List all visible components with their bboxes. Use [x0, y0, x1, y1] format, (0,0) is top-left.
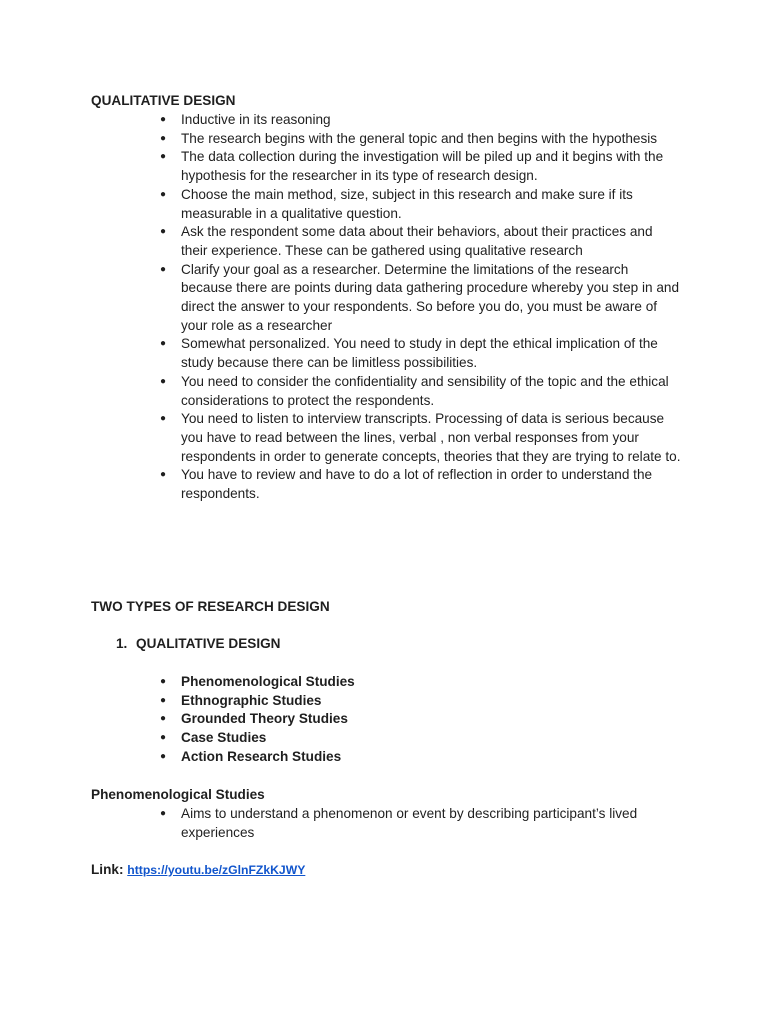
- phenomenological-studies-heading: Phenomenological Studies: [91, 787, 265, 802]
- bullet-icon: ●: [160, 263, 167, 275]
- list-item: ● Choose the main method, size, subject in this research and make sure if its measurable in a qualitative question.: [160, 186, 633, 221]
- bullet-icon: ●: [160, 338, 167, 350]
- list-item: ● Grounded Theory Studies: [181, 710, 681, 729]
- list-number: 1.: [116, 636, 128, 651]
- bullet-icon: ●: [160, 114, 167, 125]
- two-types-heading: TWO TYPES OF RESEARCH DESIGN: [91, 599, 330, 614]
- bullet-icon: ●: [160, 676, 167, 687]
- bullet-icon: ●: [160, 188, 167, 200]
- list-item: ● Aims to understand a phenomenon or event by describing participant’s lived experiences: [160, 806, 638, 840]
- list-item: ● Clarify your goal as a researcher. Determine the limitations of the research because there are points during data gathering procedure whereby you step in and direct the answer to your respondents. So before you do, you must be aware of your role as a researcher: [160, 261, 680, 333]
- bullet-icon: ●: [160, 469, 167, 481]
- phenomenological-bullet-list: [160, 805, 681, 842]
- bullet-icon: ●: [160, 226, 167, 238]
- qualitative-design-bullet-list: [160, 111, 681, 504]
- list-item: ● Ethnographic Studies: [181, 692, 681, 711]
- bullet-icon: ●: [160, 713, 167, 725]
- list-item: ● The data collection during the investigation will be piled up and it begins with the hypothesis for the researcher in its type of research design.: [160, 149, 664, 184]
- numbered-item-label: QUALITATIVE DESIGN: [136, 636, 281, 651]
- bullet-icon: ●: [160, 151, 167, 163]
- bullet-icon: ●: [160, 132, 167, 144]
- study-types-list: [160, 673, 681, 767]
- bullet-icon: ●: [160, 413, 167, 425]
- list-item: ● Action Research Studies: [181, 748, 681, 767]
- numbered-item-qualitative-design: [116, 635, 281, 654]
- list-item: ● Phenomenological Studies: [181, 673, 681, 692]
- link-label: Link:: [91, 862, 124, 877]
- list-item: ● Somewhat personalized. You need to study in dept the ethical implication of the study because there can be limitless possibilities.: [160, 336, 658, 371]
- list-item: ● Ask the respondent some data about their behaviors, about their practices and their experience. These can be gathered using qualitative research: [160, 224, 653, 258]
- bullet-icon: ●: [160, 750, 167, 762]
- bullet-icon: ●: [160, 694, 167, 706]
- qualitative-design-heading: QUALITATIVE DESIGN: [91, 93, 236, 108]
- list-item: ● Inductive in its reasoning: [181, 111, 681, 130]
- bullet-icon: ●: [160, 375, 167, 387]
- list-item: ● The research begins with the general topic and then begins with the hypothesis: [181, 130, 681, 149]
- bullet-icon: ●: [160, 808, 167, 819]
- list-item: ● You need to listen to interview transcripts. Processing of data is serious because you have to read between the lines, verbal , non verbal responses from your respondents in order to generate concepts, theories that they are trying to relate to.: [160, 411, 681, 464]
- youtube-link[interactable]: https://youtu.be/zGlnFZkKJWY: [127, 863, 306, 877]
- list-item: ● You need to consider the confidentiality and sensibility of the topic and the ethical considerations to protect the respondents.: [160, 373, 669, 408]
- link-line: [91, 861, 305, 880]
- list-item: ● Case Studies: [181, 729, 681, 748]
- list-item: ● You have to review and have to do a lot of reflection in order to understand the respondents.: [160, 467, 653, 502]
- bullet-icon: ●: [160, 732, 167, 744]
